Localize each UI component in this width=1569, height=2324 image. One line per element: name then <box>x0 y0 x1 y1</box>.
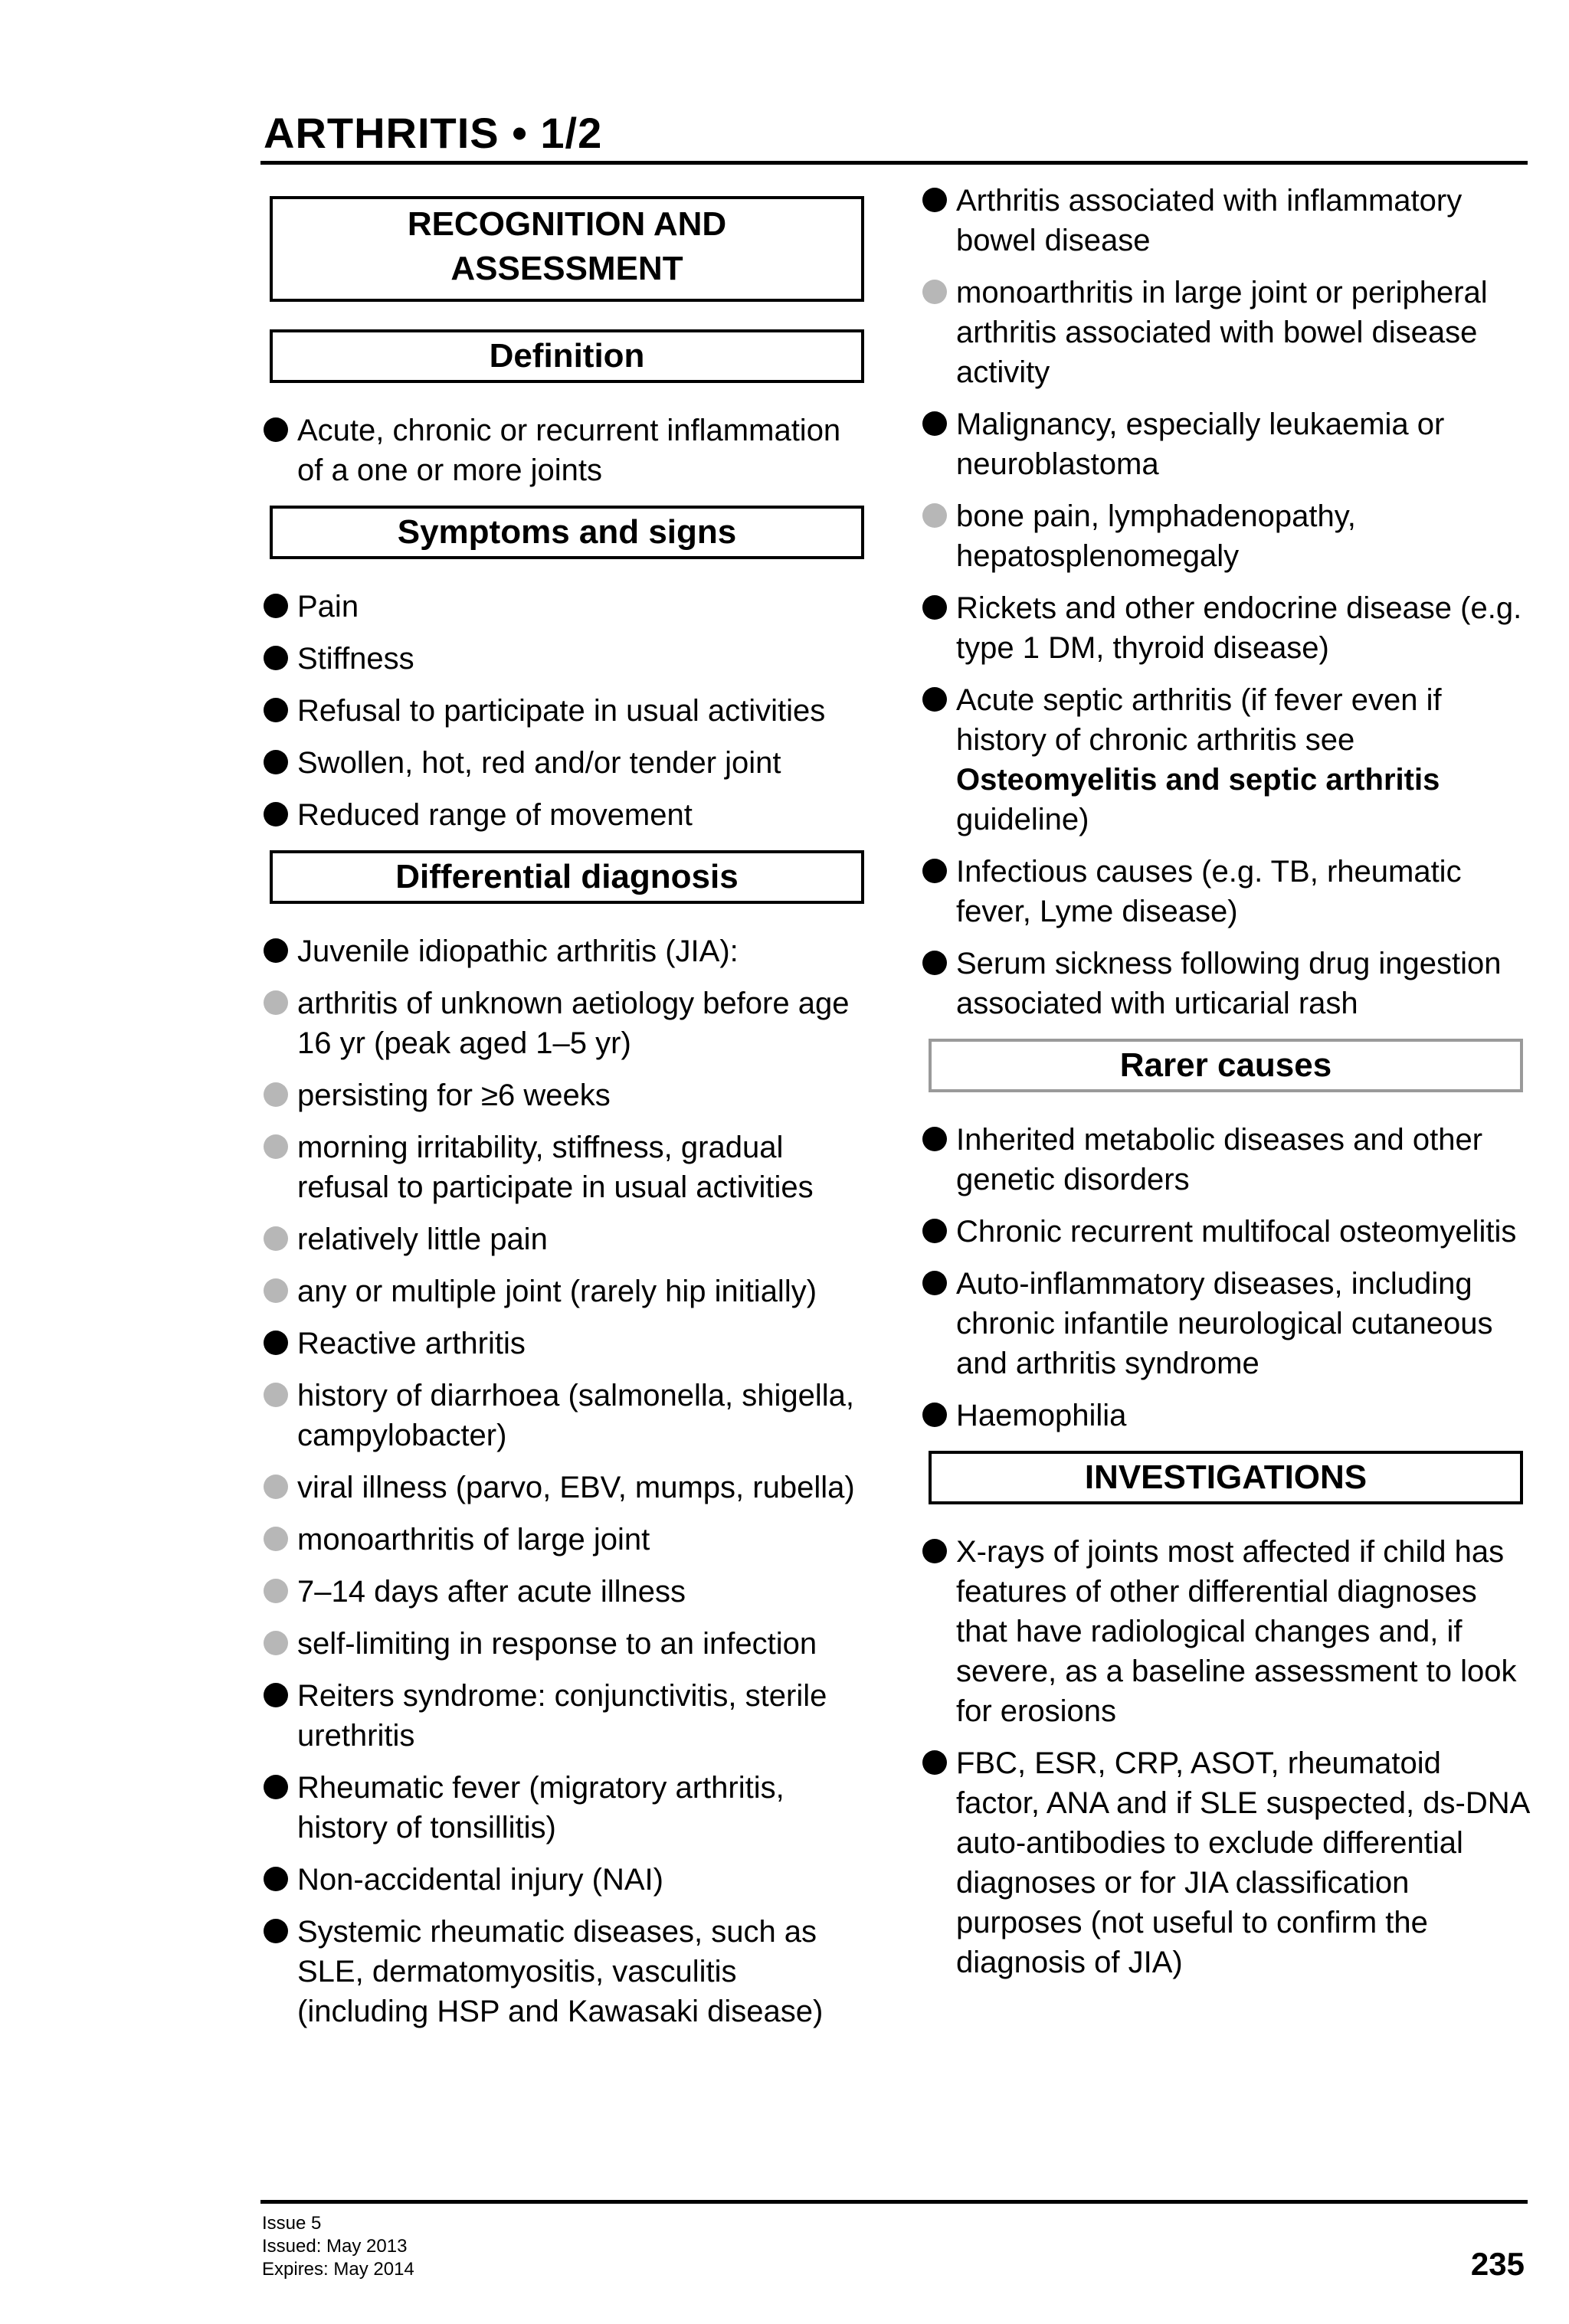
footer-rule <box>260 2200 1528 2204</box>
sub-list-item <box>919 496 1532 576</box>
black-bullet-icon <box>922 1403 947 1427</box>
sub-list-item <box>260 1468 873 1507</box>
list-item <box>919 852 1532 931</box>
black-bullet-icon <box>264 1775 288 1799</box>
sub-list-item <box>260 1572 873 1612</box>
symptoms-list <box>260 587 873 835</box>
page-title: ARTHRITIS • 1/2 <box>264 109 603 157</box>
grey-bullet-icon <box>264 1134 288 1159</box>
list-item <box>260 1768 873 1848</box>
grey-bullet-icon <box>264 1631 288 1655</box>
list-item-text: Refusal to participate in usual activities <box>297 694 826 728</box>
list-item <box>919 1743 1532 1982</box>
list-item-text: Swollen, hot, red and/or tender joint <box>297 746 781 780</box>
list-item-text: FBC, ESR, CRP, ASOT, rheumatoid factor, ANA and if SLE suspected, ds-DNA auto-antibodies to exclude differential diagnoses or for JIA classification purposes (not useful to confirm the diagnosis of JIA) <box>956 1746 1529 1979</box>
list-item-text: arthritis of unknown aetiology before age 16 yr (peak aged 1–5 yr) <box>297 987 850 1060</box>
list-item <box>260 1324 873 1363</box>
grey-bullet-icon <box>264 1226 288 1251</box>
issue-number: Issue 5 <box>262 2213 322 2234</box>
list-item-text: 7–14 days after acute illness <box>297 1575 686 1609</box>
list-item-text: X-rays of joints most affected if child has features of other differential diagnoses that have radiological changes and, if severe, as a baseline assessment to look for erosions <box>956 1535 1517 1728</box>
list-item-text: history of diarrhoea (salmonella, shigella, campylobacter) <box>297 1379 855 1452</box>
list-item <box>919 944 1532 1023</box>
list-item <box>919 181 1532 260</box>
list-item <box>919 404 1532 484</box>
list-item <box>919 588 1532 668</box>
list-item <box>919 1120 1532 1200</box>
sub-list-item <box>260 1128 873 1207</box>
black-bullet-icon <box>922 1271 947 1295</box>
recognition-heading-text: RECOGNITION AND ASSESSMENT <box>407 205 727 287</box>
sub-list-item <box>260 1219 873 1259</box>
header-rule <box>260 161 1528 165</box>
list-item-text: Stiffness <box>297 642 414 676</box>
list-item-text: Rheumatic fever (migratory arthritis, history of tonsillitis) <box>297 1771 784 1844</box>
list-item <box>260 691 873 731</box>
black-bullet-icon <box>922 859 947 883</box>
black-bullet-icon <box>922 1750 947 1775</box>
black-bullet-icon <box>264 1919 288 1943</box>
black-bullet-icon <box>922 595 947 620</box>
list-item-text: persisting for ≥6 weeks <box>297 1079 611 1112</box>
list-item-text: Rickets and other endocrine disease (e.g. type 1 DM, thyroid disease) <box>956 591 1522 665</box>
list-item <box>260 743 873 783</box>
black-bullet-icon <box>264 1683 288 1707</box>
list-item <box>260 1676 873 1756</box>
list-item-text: bone pain, lymphadenopathy, hepatosplenomegaly <box>956 499 1356 573</box>
sub-list-item <box>260 984 873 1063</box>
black-bullet-icon <box>922 411 947 436</box>
grey-bullet-icon <box>264 1278 288 1303</box>
list-item-text: any or multiple joint (rarely hip initially) <box>297 1275 817 1308</box>
list-item <box>919 1212 1532 1252</box>
black-bullet-icon <box>922 1219 947 1243</box>
list-item <box>919 1532 1532 1731</box>
investigations-heading: INVESTIGATIONS <box>929 1451 1523 1504</box>
list-item-text: Malignancy, especially leukaemia or neuroblastoma <box>956 408 1445 481</box>
black-bullet-icon <box>264 750 288 774</box>
black-bullet-icon <box>922 1127 947 1151</box>
black-bullet-icon <box>922 687 947 712</box>
list-item-text: monoarthritis of large joint <box>297 1523 650 1556</box>
investigations-list <box>919 1532 1532 1982</box>
definition-heading: Definition <box>270 329 864 383</box>
sub-list-item <box>260 1075 873 1115</box>
list-item-text: Reactive arthritis <box>297 1327 526 1360</box>
grey-bullet-icon <box>264 1383 288 1407</box>
symptoms-heading: Symptoms and signs <box>270 506 864 559</box>
grey-bullet-icon <box>264 1475 288 1499</box>
black-bullet-icon <box>922 951 947 975</box>
sub-list-item <box>260 1272 873 1311</box>
list-item-text: Reduced range of movement <box>297 798 693 832</box>
black-bullet-icon <box>264 594 288 618</box>
list-item-text: Juvenile idiopathic arthritis (JIA): <box>297 935 739 968</box>
list-item-text: viral illness (parvo, EBV, mumps, rubella) <box>297 1471 855 1504</box>
list-item <box>260 587 873 627</box>
sub-list-item <box>260 1624 873 1664</box>
left-column <box>260 188 873 2044</box>
list-item-text: Acute, chronic or recurrent inflammation of a one or more joints <box>297 414 841 487</box>
list-item-text: Serum sickness following drug ingestion associated with urticarial rash <box>956 947 1502 1020</box>
list-item-text: Haemophilia <box>956 1399 1127 1432</box>
list-item-text: Pain <box>297 590 359 624</box>
list-item <box>919 1264 1532 1383</box>
list-item-text: Systemic rheumatic diseases, such as SLE, dermatomyositis, vasculitis (including HSP and Kawasaki disease) <box>297 1915 824 2028</box>
recognition-heading <box>270 196 864 302</box>
list-item-text: monoarthritis in large joint or peripheral arthritis associated with bowel disease activity <box>956 276 1488 389</box>
list-item <box>919 1396 1532 1435</box>
list-item-text: Inherited metabolic diseases and other genetic disorders <box>956 1123 1483 1196</box>
black-bullet-icon <box>922 1539 947 1563</box>
right-column <box>919 181 1532 1995</box>
black-bullet-icon <box>922 188 947 212</box>
page-number: 235 <box>1470 2246 1525 2282</box>
issued-date: Issued: May 2013 <box>262 2236 408 2257</box>
grey-bullet-icon <box>264 990 288 1015</box>
differential-heading: Differential diagnosis <box>270 850 864 904</box>
grey-bullet-icon <box>264 1082 288 1107</box>
black-bullet-icon <box>264 646 288 670</box>
list-item-text: self-limiting in response to an infection <box>297 1627 817 1661</box>
list-item-text-after: guideline) <box>956 803 1089 836</box>
sub-list-item <box>919 273 1532 392</box>
black-bullet-icon <box>264 1867 288 1891</box>
black-bullet-icon <box>264 802 288 826</box>
list-item-text: Chronic recurrent multifocal osteomyelitis <box>956 1215 1517 1249</box>
list-item <box>260 795 873 835</box>
footer-info <box>262 2212 414 2281</box>
list-item <box>260 931 873 971</box>
black-bullet-icon <box>264 417 288 442</box>
differential-continued-list <box>919 181 1532 1023</box>
grey-bullet-icon <box>922 280 947 304</box>
list-item-text: Non-accidental injury (NAI) <box>297 1863 663 1897</box>
black-bullet-icon <box>264 1331 288 1355</box>
list-item-text: Arthritis associated with inflammatory bowel disease <box>956 184 1463 257</box>
sub-list-item <box>260 1520 873 1560</box>
grey-bullet-icon <box>264 1579 288 1603</box>
list-item-text: morning irritability, stiffness, gradual refusal to participate in usual activities <box>297 1131 814 1204</box>
list-item-text: Infectious causes (e.g. TB, rheumatic fever, Lyme disease) <box>956 855 1462 928</box>
list-item-text: Reiters syndrome: conjunctivitis, sterile urethritis <box>297 1679 827 1753</box>
rarer-causes-heading: Rarer causes <box>929 1039 1523 1092</box>
list-item <box>919 680 1532 840</box>
black-bullet-icon <box>264 938 288 963</box>
list-item-text: relatively little pain <box>297 1223 548 1256</box>
list-item <box>260 411 873 490</box>
expiry-date: Expires: May 2014 <box>262 2259 414 2280</box>
list-item-text: Acute septic arthritis (if fever even if history of chronic arthritis see <box>956 683 1442 757</box>
list-item <box>260 1912 873 2031</box>
list-item <box>260 639 873 679</box>
differential-list <box>260 931 873 2031</box>
black-bullet-icon <box>264 698 288 722</box>
definition-list <box>260 411 873 490</box>
guideline-reference: Osteomyelitis and septic arthritis <box>956 763 1440 797</box>
grey-bullet-icon <box>264 1527 288 1551</box>
rarer-causes-list <box>919 1120 1532 1435</box>
grey-bullet-icon <box>922 503 947 528</box>
sub-list-item <box>260 1376 873 1455</box>
list-item <box>260 1860 873 1900</box>
list-item-text: Auto-inflammatory diseases, including chronic infantile neurological cutaneous and arthritis syndrome <box>956 1267 1493 1380</box>
